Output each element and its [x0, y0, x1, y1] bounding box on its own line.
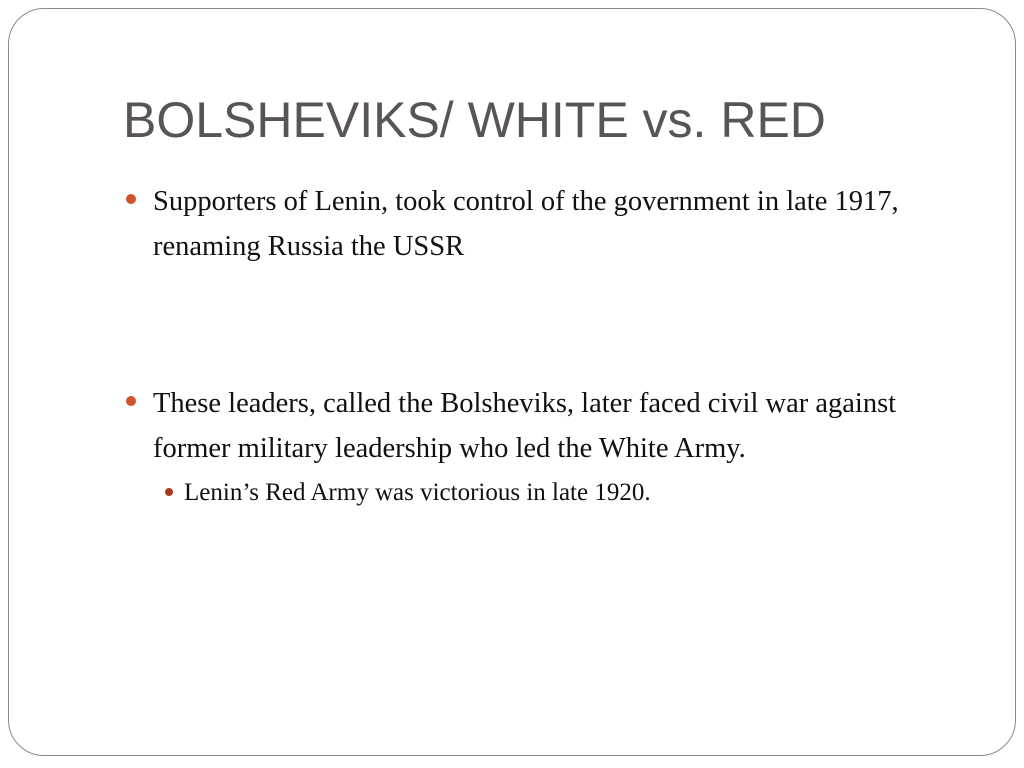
bullet-item — [125, 179, 965, 269]
sub-bullet-item — [153, 473, 965, 513]
sub-bullet-dot-icon — [165, 488, 173, 496]
bullet-dot-icon — [126, 194, 136, 204]
bullet-text: These leaders, called the Bolsheviks, later faced civil war against former military leadership who led the White Army. — [153, 388, 897, 464]
slide-frame — [8, 8, 1016, 756]
slide-content — [125, 179, 965, 513]
bullet-item — [125, 381, 965, 471]
bullet-text: Supporters of Lenin, took control of the government in late 1917, renaming Russia the USSR — [153, 186, 899, 262]
slide-title: BOLSHEVIKS/ WHITE vs. RED — [123, 92, 826, 148]
sub-bullet-text: Lenin’s Red Army was victorious in late 1920. — [184, 479, 651, 506]
bullet-dot-icon — [126, 396, 136, 406]
